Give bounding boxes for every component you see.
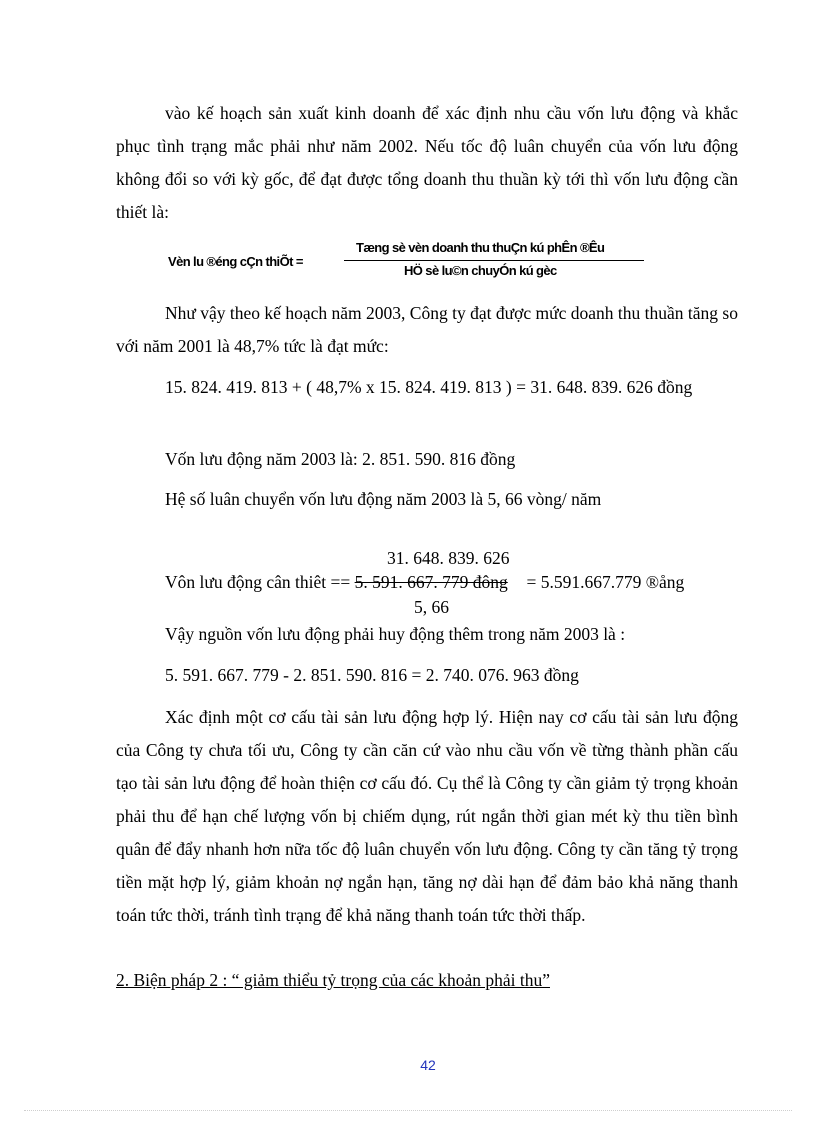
formula-fraction-bar xyxy=(344,260,644,261)
footer-divider xyxy=(24,1110,792,1111)
formula2-row xyxy=(165,572,684,593)
section-heading-measure-2: 2. Biện pháp 2 : “ giảm thiểu tỷ trọng của các khoản phải thu” xyxy=(116,970,550,990)
formula2-numerator: 31. 648. 839. 626 xyxy=(387,548,510,568)
formula2-prefix: Vôn lưu động cân thiêt == xyxy=(165,572,351,592)
paragraph-asset-structure: Xác định một cơ cấu tài sản lưu động hợp lý. Hiện nay cơ cấu tài sản lưu động của Công ty chưa tối ưu, Công ty cần căn cứ vào nhu cầu vốn về từng thành phần cấu tạo tài sản lưu động để hoàn thiện cơ cấu đó. Cụ thể là Công ty cần giảm tỷ trọng khoản phải thu để hạn chế lượng vốn bị chiếm dụng, rút ngắn thời gian mét kỳ thu tiền bình quân để đẩy nhanh hơn nữa tốc độ luân chuyển vốn lưu động. Công ty cần tăng tỷ trọng tiền mặt hợp lý, giảm khoản nợ ngắn hạn, tăng nợ dài hạn để đảm bảo khả năng thanh toán tức thời, tránh tình trạng để khả năng thanh toán tức thời thấp. xyxy=(116,707,738,925)
paragraph-revenue-plan: Như vậy theo kế hoạch năm 2003, Công ty đạt được mức doanh thu thuần tăng so với năm 2001 là 48,7% tức là đạt mức: xyxy=(116,303,738,356)
formula-label: Vèn lu ®éng cÇn thiÕt = xyxy=(168,254,303,269)
turnover-ratio-2003: Hệ số luân chuyển vốn lưu động năm 2003 là 5, 66 vòng/ năm xyxy=(165,489,602,509)
revenue-calculation: 15. 824. 419. 813 + ( 48,7% x 15. 824. 419. 813 ) = 31. 648. 839. 626 đồng xyxy=(165,377,693,397)
page-number: 42 xyxy=(420,1057,436,1073)
formula2-denominator: 5, 66 xyxy=(414,597,449,617)
additional-capital-calculation: 5. 591. 667. 779 - 2. 851. 590. 816 = 2. 740. 076. 963 đồng xyxy=(165,665,579,685)
working-capital-2003: Vốn lưu động năm 2003 là: 2. 851. 590. 816 đồng xyxy=(165,449,516,469)
working-capital-formula xyxy=(168,240,648,284)
formula2-result: = 5.591.667.779 ®ång xyxy=(526,572,685,592)
formula-denominator: HÖ sè lu©n chuyÓn kú gèc xyxy=(404,263,557,278)
formula2-struck-value: 5. 591. 667. 779 đông xyxy=(354,572,508,592)
paragraph-working-capital-need: vào kế hoạch sản xuất kinh doanh để xác định nhu cầu vốn lưu động và khắc phục tình trạng mắc phải như năm 2002. Nếu tốc độ luân chuyển của vốn lưu động không đổi so với kỳ gốc, để đạt được tổng doanh thu thuần kỳ tới thì vốn lưu động cần thiết là: xyxy=(116,103,738,222)
formula-numerator: Tæng sè vèn doanh thu thuÇn kú phÊn ®Êu xyxy=(356,240,605,255)
additional-capital-sentence: Vậy nguồn vốn lưu động phải huy động thêm trong năm 2003 là : xyxy=(165,624,626,644)
